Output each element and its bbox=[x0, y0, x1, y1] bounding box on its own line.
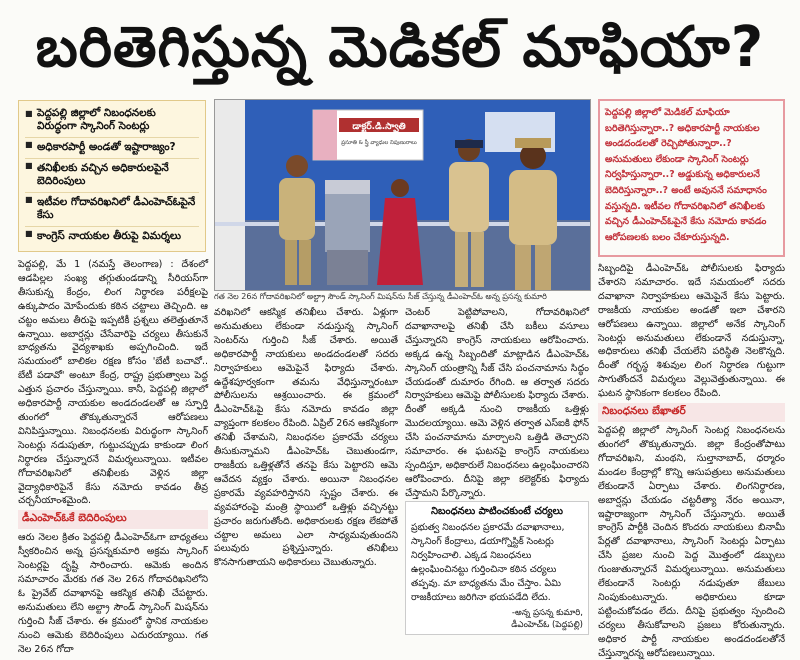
highlight-item: ■ ఇటీవల గోదావరిఖనిలో డీఎంహెచ్ఓపైనే కేసు bbox=[25, 192, 199, 222]
column-1-paragraph-2: ఆరు నెలల క్రితం పెద్దపల్లి డీఎంహెచ్ఓగా బాధ్యతలు స్వీకరించిన అన్న ప్రసన్నకుమారి అక్రమ స్కానింగ్ సెంటర్లపై దృష్టి సారించారు. ఆమెకు అందిన సమాచారం మేరకు గత నెల 26న గోదావరిఖనిలోని ఓ ప్రైవేట్ దవాఖానపై ఆకస్మిక తనిఖీ చేపట్టారు. అనుమతులు లేని అల్ట్రా సౌండ్ స్కానింగ్ మిషన్‌ను గుర్తించి సీజ్ చేశారు. ఈ క్రమంలో స్థానిక నాయకుల నుంచి ఆమెకు బెదిరింపులు ఎదురయ్యాయి. గత నెల 26న గోదా bbox=[18, 532, 208, 655]
signature-name: -అన్న ప్రసన్న కుమారి, bbox=[511, 607, 583, 618]
subheading-dmho-threats: డీఎంహెచ్ఓకే బెదిరింపులు bbox=[18, 510, 208, 529]
quote-signature bbox=[411, 607, 583, 631]
headline: బరితెగిస్తున్న మెడికల్ మాఫియా? bbox=[35, 15, 765, 80]
column-4-paragraph: సిబ్బందిపై డీఎంహెచ్ఓ పోలీసులకు ఫిర్యాదు చేశారని సమాచారం. ఇదే సమయంలో సదరు దవాఖానా నిర్వాహకులు ఆమెపైనే కేసు పెట్టారు. రాజకీయ నాయకుల అండతో ఇలా చేశారని ఆరోపణలు ఉన్నాయి. జిల్లాలో అనేక స్కానింగ్ సెంటర్లు అనుమతులు లేకుండానే నడుస్తున్నా, అధికారులు తనిఖీ చేయలేని పరిస్థితి నెలకొన్నది. దీంతో గర్భస్థ శిశువుల లింగ నిర్ధారణ గుట్టుగా సాగుతోందనే విమర్శలు వెల్లువెత్తుతున్నాయి. ఈ ఘటన స్థానికంగా కలకలం రేపింది. bbox=[598, 263, 785, 400]
column-1 bbox=[18, 258, 208, 655]
column-2-paragraph: వరిఖనిలో ఆకస్మిక తనిఖీలు చేశారు. ఏళ్లుగా అనుమతులు లేకుండా నడుస్తున్న స్కానింగ్ సెంటర్‌ను గుర్తించి సీజ్ చేశారు. అయితే అధికారపార్టీ నాయకులు అండదండలతో సదరు నిర్వాహకులు ఆమెపైనే ఫిర్యాదు చేశారు. ఉద్దేశపూర్వకంగా తమను వేధిస్తున్నారంటూ పోలీసులను ఆశ్రయించారు. ఈ క్రమంలో డీఎంహెచ్ఓపై కేసు నమోదు కావడం జిల్లా వ్యాప్తంగా కలకలం రేపింది. ఏప్రిల్ 26న ఆకస్మికంగా తనిఖీ చేశామని, నిబంధనల ప్రకారమే చర్యలు తీసుకున్నామని డీఎంహెచ్ఓ చెబుతుండగా, రాజకీయ ఒత్తిళ్లతోనే తనపై కేసు పెట్టారని ఆమె ఆవేదన వ్యక్తం చేశారు. అయినా నిబంధనల ప్రకారమే వ్యవహరిస్తానని స్పష్టం చేశారు. ఈ వ్యవహారంపై మంత్రి స్థాయిలో ఒత్తిళ్లు వచ్చినట్టు ప్రచారం జరుగుతోంది. అధికారులకు రక్షణ లేకపోతే చట్టాల అమలు ఎలా సాధ్యమవుతుందని పలువురు ప్రశ్నిస్తున్నారు. తనిఖీలు కొనసాగుతాయని అధికారులు చెబుతున్నారు. bbox=[214, 307, 398, 569]
highlight-item: ■ తనిఖీలకు వచ్చిన అధికారులపైనే బెదిరింపులు bbox=[25, 158, 199, 188]
photo-caption: గత నెల 26న గోదావరిఖనిలో అల్ట్రా సౌండ్ స్కానింగ్ మిషన్‌ను సీజ్ చేస్తున్న డీఎంహెచ్ఓ అన్న ప్రసన్న కుమారి bbox=[214, 292, 547, 301]
highlights-list bbox=[25, 107, 199, 243]
intro-box: పెద్దపల్లి జిల్లాలో మెడికల్ మాఫియా బరితెగిస్తున్నారా..? అధికారపార్టీ నాయకుల అండదండలతో రెచ్చిపోతున్నారా..? అనుమతులు లేకుండా స్కానింగ్ సెంటర్లు నిర్వహిస్తున్నారా..? అడ్డుకున్న అధికారులనే బెదిరిస్తున్నారా..? అంటే అవుననే సమాధానం వస్తున్నది. ఇటీవల గోదావరిఖనిలో తనిఖీలకు వచ్చిన డీఎంహెచ్ఓపైనే కేసు నమోదు కావడం ఆరోపణలకు బలం చేకూరుస్తున్నది. bbox=[598, 99, 785, 257]
subheading-rules-ignored: నిబంధనలు బేఖాతర్ bbox=[598, 403, 785, 422]
quote-box bbox=[405, 501, 589, 635]
highlight-item: ■ పెద్దపల్లి జిల్లాలో నిబంధనలకు విరుద్ధంగా స్కానింగ్ సెంటర్లు bbox=[25, 107, 199, 133]
clinic-sign-text: డాక్టర్.డి.స్వాతి bbox=[352, 122, 406, 132]
quote-heading: నిబంధనలు పాటించకుంటే చర్యలు bbox=[430, 505, 563, 517]
column-4 bbox=[598, 262, 785, 659]
column-4-paragraph-2: పెద్దపల్లి జిల్లాలో స్కానింగ్ సెంటర్ల నిబంధనలను తుంగలో తొక్కుతున్నారు. జిల్లా కేంద్రంతోపాటు గోదావరిఖని, మంథని, సుల్తానాబాద్, ధర్మారం మండల కేంద్రాల్లో కొన్ని ఆసుపత్రులు అనుమతులు లేకుండానే ఏర్పాటు చేశారు. లింగనిర్ధారణ, అబార్షన్లు చేయడం చట్టరీత్యా నేరం అయినా, ఇష్టారాజ్యంగా స్కానింగ్ చేస్తున్నారు. అయితే కాంగ్రెస్ పార్టీకి చెందిన కొందరు నాయకులు బినామీ పేర్లతో దవాఖానాలు, స్కానింగ్ సెంటర్లు ఏర్పాటు చేసి ప్రజల నుంచి పెద్ద మొత్తంలో డబ్బులు గుంజుతున్నారనే విమర్శలున్నాయి. అనుమతులు లేకుండానే సెంటర్లు నడుపుతూ జేబులు నింపుకుంటున్నారు. అధికారులు కూడా పట్టించుకోవడం లేదు. దీనిపై ప్రభుత్వం స్పందించి చర్యలు తీసుకోవాలని ప్రజలు కోరుతున్నారు. అధికార పార్టీ నాయకుల అండదండలతోనే చేస్తున్నారన్న ఆరోపణలున్నాయి. bbox=[598, 425, 785, 659]
quote-text: ప్రభుత్వ నిబంధనల ప్రకారమే దవాఖానాలు, స్కానింగ్ కేంద్రాలు, డయాగ్నొస్టిక్ సెంటర్లు నిర్వహించాలి. ఎక్కడ నిబంధనలు ఉల్లంఘించినట్టు గుర్తించినా కఠిన చర్యలు తప్పవు. మా బాధ్యతను మేం చేస్తాం. ఏమి రాజకీయాలు జరిగినా భయపడేది లేదు. bbox=[411, 521, 565, 603]
column-1-paragraph: పెద్దపల్లి, మే 1 (నమస్తే తెలంగాణ) : దేశంలో ఆడపిల్లల సంఖ్య తగ్గుతుండడాన్ని సీరియస్‌గా తీసుకున్న కేంద్రం, లింగ నిర్ధారణ పరీక్షలపై ఉక్కుపాదం మోపేందుకు కఠిన చట్టాలు తెచ్చింది. ఆ చట్టం అమలు తీరుపై ఇప్పటికీ ప్రశ్నలు తలెత్తుతూనే ఉన్నాయి. అబార్షన్లు చేసేవారిపై చర్యలు తీసుకునే బాధ్యతను వైద్యశాఖకు అప్పగించింది. ఇదే సమయంలో బాలికల రక్షణ కోసం 'బేటీ బచావో.. బేటీ పడావో' అంటూ కేంద్ర, రాష్ట్ర ప్రభుత్వాలు పెద్ద ఎత్తున ప్రచారం చేస్తున్నాయి. కానీ, పెద్దపల్లి జిల్లాలో అధికారపార్టీ నాయకుల అండదండలతో ఆ స్ఫూర్తి తుంగలో తొక్కుతున్నారనే ఆరోపణలు వినిపిస్తున్నాయి. నిబంధనలకు విరుద్ధంగా స్కానింగ్ సెంటర్లు నడుపుతూ, గుట్టుచప్పుడు కాకుండా లింగ నిర్ధారణ చేస్తున్నారనే విమర్శలున్నాయి. ఇటీవల గోదావరిఖనిలో తనిఖీలకు వెళ్లిన జిల్లా వైద్యాధికారిపైనే కేసు నమోదు కావడం తీవ్ర చర్చనీయాంశమైంది. bbox=[18, 259, 208, 507]
column-3-paragraph: చెంటర్ పెట్టిపోవాలని, గోదావరిఖనిలో దవాఖానాలపై తనిఖీ చేసి బకీలు వసూలు చేస్తున్నారని కాంగ్రెస్ నాయకులు ఆరోపించారు. అక్కడ ఉన్న సిబ్బందితో మాట్లాడిన డీఎంహెచ్ఓ స్కానింగ్ యంత్రాన్ని సీజ్ చేసి పంచనామాను సిద్ధం చేయడంతో దుమారం రేగింది. ఆ తర్వాత సదరు నిర్వాహకులు ఆమెపై పోలీసులకు ఫిర్యాదు చేశారు. దీంతో అక్కడి నుంచి రాజకీయ ఒత్తిళ్లు మొదలయ్యాయి. ఆమె వెళ్లిన తర్వాత ఎస్ఐకి ఫోన్ చేసి పంచనామాను మార్చాలని ఒత్తిడి తెచ్చారని సమాచారం. ఈ ఘటనపై కాంగ్రెస్ నాయకులు స్పందిస్తూ, అధికారులే నిబంధనలు ఉల్లంఘించారని ఆరోపించారు. దీనిపై జిల్లా కలెక్టర్‌కు ఫిర్యాదు చేస్తామని పేర్కొన్నారు. bbox=[405, 307, 589, 499]
clinic-sign-subtext: ప్రసూతి & స్త్రీ వ్యాధుల నిపుణురాలు bbox=[341, 140, 417, 146]
highlights-box bbox=[18, 100, 206, 252]
column-2 bbox=[214, 306, 398, 641]
signature-role: డీఎంహెచ్ఓ (పెద్దపల్లి) bbox=[511, 619, 583, 630]
highlight-item: ■ కాంగ్రెస్ నాయకుల తీరుపై విమర్శలు bbox=[25, 226, 199, 243]
news-photo bbox=[214, 99, 591, 291]
highlight-item: ■ అధికారపార్టీ అండతో ఇష్టారాజ్యం? bbox=[25, 137, 199, 154]
photo-illustration bbox=[215, 100, 590, 290]
column-3 bbox=[405, 306, 589, 641]
